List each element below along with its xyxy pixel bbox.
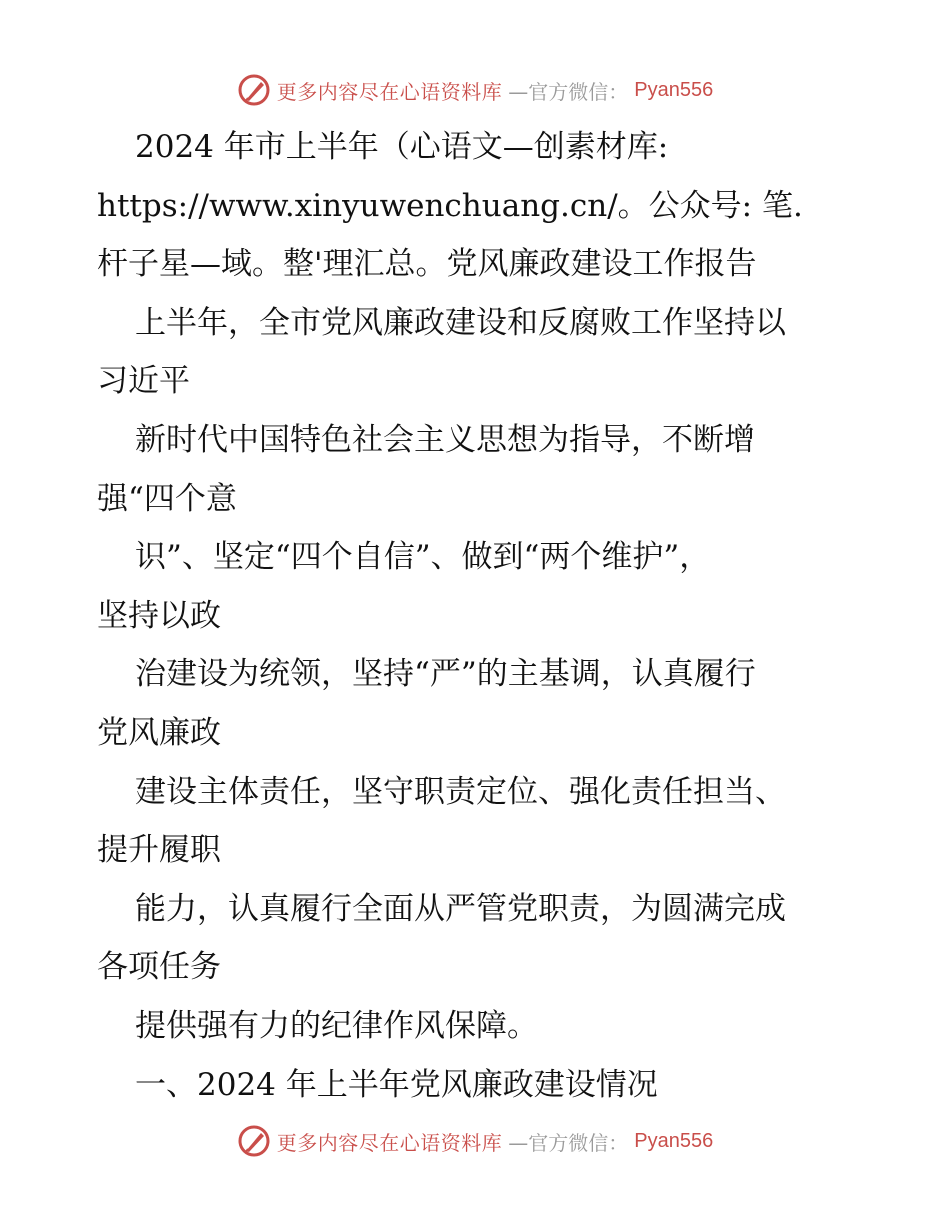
section-heading: 一、2024 年上半年党风廉政建设情况	[135, 1066, 658, 1103]
body-line: 提升履职	[97, 832, 221, 869]
header-watermark	[0, 70, 950, 110]
footer-watermark-id: Pyan556	[634, 1129, 714, 1152]
body-line: 杆子星—域。整'理汇总。党风廉政建设工作报告	[97, 246, 757, 283]
body-line: 识”、坚定“四个自信”、做到“两个维护”，	[135, 539, 711, 576]
document-body	[97, 118, 857, 1114]
body-line: 上半年，全市党风廉政建设和反腐败工作坚持以	[135, 304, 786, 341]
quill-logo-icon	[237, 1124, 271, 1158]
header-watermark-text: 更多内容尽在心语资料库	[276, 79, 503, 104]
footer-watermark-sub: —官方微信：	[508, 1130, 629, 1155]
footer-watermark-text: 更多内容尽在心语资料库	[276, 1130, 503, 1155]
body-line: 治建设为统领，坚持“严”的主基调，认真履行	[135, 656, 756, 693]
body-line: 坚持以政	[97, 597, 221, 634]
body-line: 强“四个意	[97, 480, 237, 517]
body-line: 提供强有力的纪律作风保障。	[135, 1007, 538, 1044]
body-line: https://www.xinyuwenchuang.cn/。公众号: 笔.	[97, 187, 803, 224]
body-line: 党风廉政	[97, 714, 221, 751]
body-line: 习近平	[97, 363, 190, 400]
body-line: 2024 年市上半年（心语文—创素材库:	[135, 129, 669, 165]
body-line: 各项任务	[97, 949, 221, 986]
header-watermark-id: Pyan556	[634, 78, 714, 101]
body-line: 新时代中国特色社会主义思想为指导，不断增	[135, 421, 755, 458]
body-line: 能力，认真履行全面从严管党职责，为圆满完成	[135, 890, 786, 927]
header-watermark-sub: —官方微信：	[508, 79, 629, 104]
footer-watermark	[0, 1121, 950, 1161]
quill-logo-icon	[237, 73, 271, 107]
body-line: 建设主体责任，坚守职责定位、强化责任担当、	[135, 773, 786, 810]
